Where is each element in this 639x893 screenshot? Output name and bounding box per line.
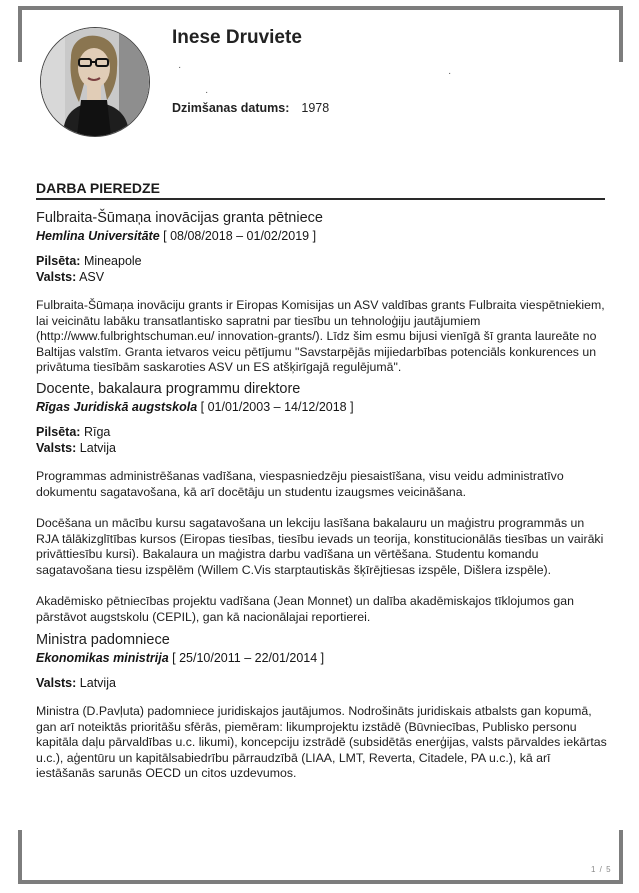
job-title: Fulbraita-Šūmaņa inovācijas granta pētniece	[36, 210, 323, 226]
section-title: DARBA PIEREDZE	[36, 180, 160, 196]
city-label: Pilsēta:	[36, 425, 81, 439]
city-value: Mineapole	[80, 254, 142, 268]
country-label: Valsts:	[36, 441, 77, 455]
job-title: Ministra padomniece	[36, 632, 170, 648]
job-description: Programmas administrēšanas vadīšana, viespasniedzēju piesaistīšana, visu veidu administratīvo dokumentu sagatavošana, kā arī docētāju un studentu izaugsmes veicināšana.	[36, 469, 564, 499]
profile-photo-illustration	[41, 28, 149, 136]
employer-name: Rīgas Juridiskā augstskola	[36, 400, 198, 414]
dob-label: Dzimšanas datums:	[172, 101, 290, 115]
page-frame-left-top	[18, 6, 22, 62]
job-entry	[36, 210, 608, 376]
job-dates: [ 25/10/2011 – 22/01/2014 ]	[168, 651, 325, 665]
employer-name: Hemlina Universitāte	[36, 229, 160, 243]
job-city	[36, 424, 608, 440]
employer-line	[36, 399, 608, 415]
scan-mark: ·	[205, 87, 209, 98]
job-description: Akadēmisko pētniecības projektu vadīšana (Jean Monnet) un dalība akadēmiskajos tīklojumos gan pārstāvot augstskolu (CEPIL), gan kā nacionālajai reportierei.	[36, 594, 574, 624]
city-value: Rīga	[80, 425, 111, 439]
job-description: Ministra (D.Pavļuta) padomniece juridiskajos jautājumos. Nodrošināts juridiskais atbalsts gan kopumā, gan arī noteiktās prioritāšu sfērās, piemēram: likumprojektu izstādē (Būvniecības, Publisko personu kapitāla daļu pārvaldības u.c. likumi), koncepciju izstrādē (subsidētās enerģijas, valsts pārvaldes iekārtas u.c.), aģentūru un kapitālsabiedrību pārraudzībā (LIAA, LMT, Reverta, Citadele, PA u.c.), kā arī iestāšanās sarunās OECD un citos uzdevumos.	[36, 704, 607, 780]
country-label: Valsts:	[36, 270, 77, 284]
page-frame-left-bottom	[18, 830, 22, 884]
page-frame-right-bottom	[619, 830, 623, 884]
country-value: Latvija	[76, 676, 116, 690]
page-frame-bottom	[18, 880, 623, 884]
section-divider	[36, 198, 605, 200]
page-frame-right-top	[619, 6, 623, 62]
employer-line	[36, 228, 608, 244]
job-dates: [ 01/01/2003 – 14/12/2018 ]	[197, 400, 354, 414]
job-dates: [ 08/08/2018 – 01/02/2019 ]	[159, 229, 317, 243]
date-of-birth	[172, 101, 329, 115]
employer-name: Ekonomikas ministrija	[36, 651, 169, 665]
job-title: Docente, bakalaura programmu direktore	[36, 381, 301, 397]
employer-line	[36, 650, 608, 666]
city-label: Pilsēta:	[36, 254, 81, 268]
job-city	[36, 253, 608, 269]
job-country	[36, 440, 608, 456]
country-value: Latvija	[76, 441, 116, 455]
job-country	[36, 269, 608, 285]
job-country	[36, 675, 608, 691]
country-label: Valsts:	[36, 676, 77, 690]
job-description: Fulbraita-Šūmaņa inovāciju grants ir Eiropas Komisijas un ASV valdības grants Fulbraita viespētniekiem, lai veicinātu labāku transatlantisko sapratni par tiesību un tehnoloģiju jautājumiem (http://www.fulbrightschuman.eu/ innovation-grants/). Līdz šim esmu bijusi vienīgā šī granta laureāte no Baltijas valstīm. Granta ietvaros veicu pētījumu "Savstarpējās mijiedarbības potenciāls konkurences un privātuma tiesībām saskaroties ASV un ES atšķirīgajā regulējumā".	[36, 298, 605, 374]
country-value: ASV	[76, 270, 105, 284]
person-name: Inese Druviete	[172, 27, 302, 48]
job-description: Docēšana un mācību kursu sagatavošana un lekciju lasīšana bakalauru un maģistru programmās un RJA tālākizglītības kursos (Eiropas tiesības, tiesību ievads un teorija, konstitucionālās tiesības un vairāki privāttiesību kursi). Bakalaura un maģistra darbu vadīšana un vērtēšana. Studentu komandu sagatavošana tiesu izspēlēm (Willem C.Vis starptautiskās šķīrējtiesas izspēle, Dišlera izspēle).	[36, 516, 604, 577]
page-frame-top	[18, 6, 623, 10]
scan-mark: ·	[448, 68, 452, 79]
job-entry	[36, 632, 608, 782]
job-entry	[36, 381, 608, 625]
profile-photo	[40, 27, 150, 137]
scan-mark: ·	[178, 62, 182, 73]
page-number: 1 / 5	[591, 865, 612, 874]
dob-value: 1978	[301, 101, 330, 115]
